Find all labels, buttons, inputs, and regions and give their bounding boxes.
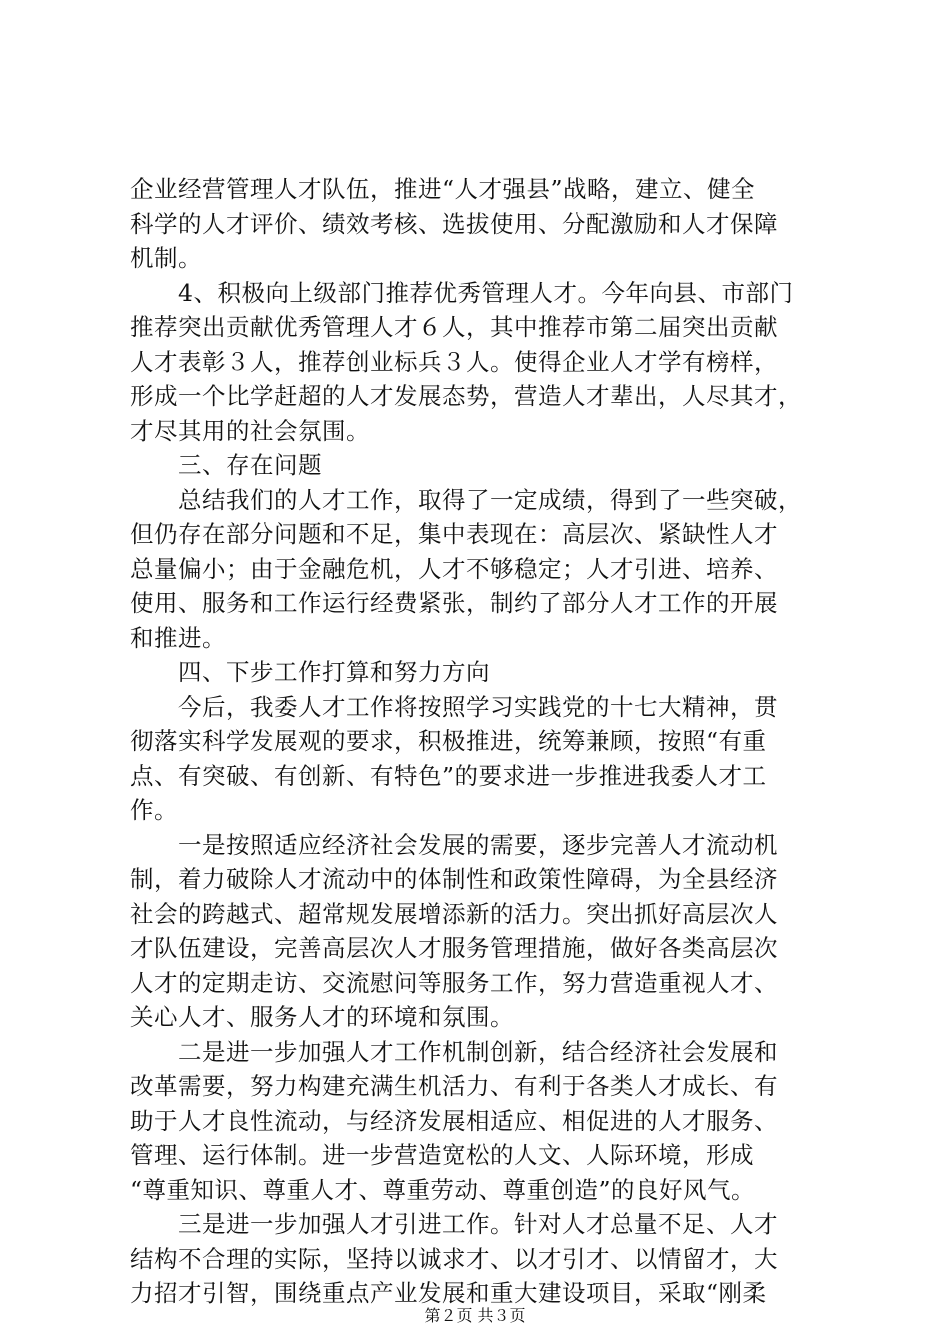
page-number-footer: 第２页 共３页: [424, 1306, 526, 1325]
text-line: 才尽其用的社会氛围。: [130, 416, 370, 445]
text-line: 作。: [130, 796, 178, 824]
text-line: 力招才引智，围绕重点产业发展和重大建设项目，采取“刚柔: [130, 1279, 767, 1307]
text-line: 二是进一步加强人才工作机制创新，结合经济社会发展和: [178, 1037, 778, 1066]
text-line: 今后，我委人才工作将按照学习实践党的十七大精神，贯: [178, 692, 778, 721]
text-line: 和推进。: [130, 623, 226, 652]
text-line: 结构不合理的实际，坚持以诚求才、以才引才、以情留才，大: [130, 1244, 778, 1273]
text-line: 人才的定期走访、交流慰问等服务工作，努力营造重视人才、: [130, 968, 778, 997]
text-line: 4、积极向上级部门推荐优秀管理人才。今年向县、市部门: [178, 278, 794, 307]
text-line: 推荐突出贡献优秀管理人才６人，其中推荐市第二届突出贡献: [130, 313, 778, 341]
text-line: 彻落实科学发展观的要求，积极推进，统筹兼顾，按照“有重: [130, 727, 767, 755]
section-heading: 四、下步工作打算和努力方向: [178, 658, 490, 686]
text-line: 制，着力破除人才流动中的体制性和政策性障碍，为全县经济: [130, 865, 778, 893]
text-line: 管理、运行体制。进一步营造宽松的人文、人际环境，形成: [130, 1141, 754, 1169]
text-line: 一是按照适应经济社会发展的需要，逐步完善人才流动机: [178, 830, 778, 859]
text-line: 总结我们的人才工作，取得了一定成绩，得到了一些突破，: [178, 485, 802, 514]
text-line: 形成一个比学赶超的人才发展态势，营造人才辈出，人尽其才，: [130, 382, 802, 410]
text-line: 科学的人才评价、绩效考核、选拔使用、分配激励和人才保障: [130, 209, 778, 238]
section-heading: 三、存在问题: [178, 451, 322, 479]
text-line: 总量偏小；由于金融危机，人才不够稳定；人才引进、培养、: [130, 554, 778, 583]
text-line: 才队伍建设，完善高层次人才服务管理措施，做好各类高层次: [130, 934, 778, 962]
text-line: 使用、服务和工作运行经费紧张，制约了部分人才工作的开展: [130, 589, 778, 617]
text-line: 机制。: [130, 244, 202, 272]
text-line: 助于人才良性流动，与经济发展相适应、相促进的人才服务、: [130, 1106, 778, 1135]
body-text: [130, 172, 830, 1311]
text-line: 企业经营管理人才队伍，推进“人才强县”战略，建立、健全: [130, 175, 756, 203]
text-line: “尊重知识、尊重人才、尊重劳动、尊重创造”的良好风气。: [130, 1175, 756, 1204]
text-line: 但仍存在部分问题和不足，集中表现在：高层次、紧缺性人才: [130, 520, 778, 548]
text-line: 社会的跨越式、超常规发展增添新的活力。突出抓好高层次人: [130, 899, 778, 928]
text-line: 三是进一步加强人才引进工作。针对人才总量不足、人才: [178, 1210, 778, 1238]
text-line: 点、有突破、有创新、有特色”的要求进一步推进我委人才工: [130, 761, 767, 790]
text-line: 关心人才、服务人才的环境和氛围。: [130, 1003, 514, 1031]
text-line: 人才表彰３人，推荐创业标兵３人。使得企业人才学有榜样，: [130, 347, 778, 376]
text-line: 改革需要，努力构建充满生机活力、有利于各类人才成长、有: [130, 1072, 778, 1100]
